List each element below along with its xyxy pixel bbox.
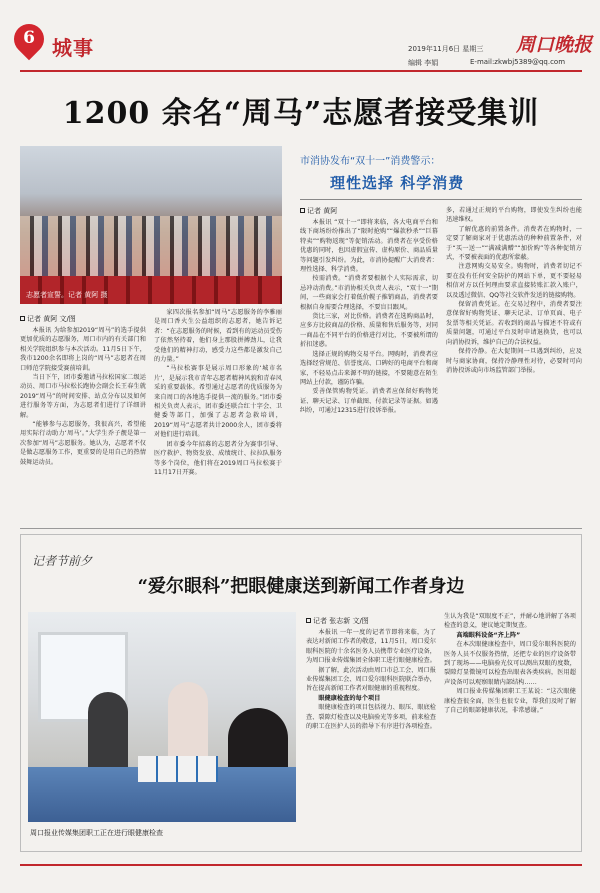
story1-column-2 (154, 308, 282, 522)
sidebox-paragraph: 本报讯 “双十一”即将来临，各大电商平台和线下商场纷纷推出了“限时抢购”“爆款秒杀”“巨幕特卖”“购物返现”等促销活动。消费者在享受价格优惠的同时，也因虚假宣传、虚构原价、商品质量等问题引发纠纷。为此，市消协提醒广大消费者：理性选择、科学消费。 (300, 219, 438, 274)
story2-paragraph: 在本次眼健康检查中，周口爱尔眼科医院的医务人员不仅服务热情，还把专业的医疗设备带到了现场——电脑验光仪可以测出双眼的度数，裂隙灯显微镜可以检查出眼表各类疾病，医用超声设备可以观察眼睛内部结构…… (444, 641, 576, 686)
story1-paragraph: 当日下午，团市委邀请马拉松国家二级运动员、周口市马拉松长跑协会副会长王春生就2019“周马”的时间安排、站点分布以及如何进行服务等方面，为志愿者们进行了详细讲解。 (20, 374, 146, 419)
paper-logo: 周口晚报 (516, 34, 593, 56)
editor-email: E-mail:zkwbj5389@qq.com (470, 58, 566, 66)
story1-paragraph: 团市委今年招募的志愿者分为赛事引导、医疗救护、物资发放、成绩统计、拉拉队服务等多个岗位，他们将在2019周口马拉松赛于11月17日开赛。 (154, 440, 282, 476)
sidebox-title: 理性选择 科学消费 (330, 174, 465, 192)
story2-paragraph: 据了解，此次活动由周口市总工会、周口报业传媒集团工会、周口爱尔眼科医院联合举办，旨在提高新闻工作者对眼健康的重视程度。 (306, 666, 436, 693)
sidebox-column-1 (300, 218, 438, 522)
story2-column-1 (306, 628, 436, 844)
sidebox-reporter (300, 206, 337, 216)
sidebox-paragraph: 货比三家，对比价格。消费者在选购商品时，应多方比较商品的价格、质量和售后服务等，对同一商品在不同平台的价格进行对比，不要被所谓的折扣迷惑。 (300, 313, 438, 349)
story1-headline: 1200 余名“周马”志愿者接受集训 (62, 96, 540, 131)
person-image (88, 692, 128, 772)
story2-headline: “爱尔眼科”把眼健康送到新闻工作者身边 (137, 576, 465, 597)
story1-photo-caption: 志愿者宣誓。记者 黄阿 摄 (26, 291, 108, 299)
story2-subhead: 高端眼科设备“齐上阵” (456, 631, 521, 639)
story2-kicker: 记者节前夕 (32, 554, 93, 568)
story2-paragraph: 本报讯 一年一度的记者节即将来临，为了表达对新闻工作者的敬意，11月5日，周口爱尔眼科医院的十余名医务人员携带专业医疗设备，为周口报业传媒集团全体职工进行眼健康检查。 (306, 629, 436, 665)
sidebox-kicker: 市消协发布“双十一”消费警示： (300, 156, 441, 167)
sidebox-paragraph: 了解优惠的前置条件。消费者在购物时，一定要了解商家对于优惠活动的种种前置条件，对于“买一送一”“满减满赠”“加价购”等各种促销方式，不要被表面的优惠所蒙蔽。 (446, 225, 582, 262)
bottom-divider (20, 864, 582, 866)
story1-reporter-text: 记者 黄阿 文/图 (27, 315, 76, 323)
page-number-badge (14, 24, 44, 62)
story2-column-2 (444, 612, 576, 844)
square-icon (300, 208, 305, 213)
story2-reporter (306, 616, 369, 626)
square-icon (306, 618, 311, 623)
story2-reporter-text: 记者 张志新 文/图 (313, 617, 369, 625)
story2-paragraph: 生认为我是“双眼度不正”，并耐心地讲解了各项检查的意义，建议她定期复查。 (444, 613, 576, 630)
story2-paragraph: 眼健康检查的项目包括视力、眼压、眼底检查、裂隙灯检查以及电脑验光等多项，前来检查的职工在医护人员的指导下有序进行各项检查。 (306, 704, 436, 731)
section-title: 城事 (52, 36, 94, 60)
sidebox-paragraph: 多，若通过正规的平台购物，即使发生纠纷也能迅速维权。 (446, 207, 582, 224)
masthead (0, 0, 600, 78)
story1-paragraph: 本报讯 为给参加2019“周马”的选手提供更加优质的志愿服务，周口市内的有关部门和相关学院组织参与本次活动。11月5日下午，我市1200余名即将上岗的“周马”志愿者在周口师范学院接受赛前培训。 (20, 327, 146, 372)
top-divider (20, 70, 582, 72)
editor-credit: 编辑 李娟 (408, 59, 439, 67)
story-divider (20, 528, 582, 529)
sidebox-divider (300, 199, 582, 200)
publication-date: 2019年11月6日 星期三 (408, 45, 484, 53)
square-icon (20, 316, 25, 321)
sidebox-paragraph: 注意网购交易安全。购物时，消费者切记不要在没有任何安全防护的网站下单，更不要轻易相信对方以任何理由要求直接转账汇款入账户，以及透过微信、QQ等社交软件发送的链接购物。 (446, 263, 582, 299)
story2-paragraph: 周口报业传媒集团职工王某说：“这次眼健康检查很全面，医生也很专业，帮我们及时了解了自己的眼部健康状况，非常感谢。” (444, 688, 576, 715)
sidebox-reporter-text: 记者 黄阿 (307, 207, 338, 215)
sidebox-paragraph: 保持冷静。在大促期间一旦遇到纠纷，应及时与商家协商，保持冷静理性对待，必要时可向消协投诉或向市场监管部门举报。 (446, 348, 582, 374)
story2-photo (28, 612, 296, 822)
sidebox-paragraph: 选择正规的购物交易平台。网购时，消费者应选择经营规范、信誉度高、口碑好的电商平台和商家，不轻易点击来源不明的链接，不要随意在陌生网站上付款，谨防诈骗。 (300, 350, 438, 386)
story1-paragraph: “能够参与志愿服务，我很高兴，希望能用实际行动助力‘周马’。”大学生乔子靓是第一次参加“周马”志愿服务。她认为，志愿者不仅是做志愿服务工作，更重要的是用自己的热情鼓舞运动员。 (20, 421, 146, 466)
story1-reporter (20, 314, 76, 324)
equipment-image (138, 756, 218, 782)
sidebox-paragraph: 按需消费。“消费者要根据个人实际需求，切忌冲动消费。”市消协相关负责人表示，“双十一”期间，一些商家会打着低价幌子推销商品，消费者要根据自身需要合理选择，不要盲目跟风。 (300, 275, 438, 311)
page-number: 6 (23, 28, 35, 48)
sidebox-column-2 (446, 206, 582, 522)
story1-paragraph: “马拉松赛事是展示周口形象的‘城市名片’，是展示我市青年志愿者精神风貌和青春风采的重要载体。希望通过志愿者的优质服务为来自周口的各地选手提供一流的服务。”团市委相关负责人表示，团市委还联合红十字会、卫健委等部门，加强了志愿者急救培训，2019“周马”志愿者共计2000余人，团市委将对他们进行培训。 (154, 365, 282, 439)
story2-photo-caption: 周口报业传媒集团职工正在进行眼健康检查 (30, 829, 163, 837)
story1-column-1 (20, 326, 146, 522)
story1-paragraph: 家四次报名参加“周马”志愿服务的李雅丽是周口香火生公益组织的志愿者，她告诉记者：“在志愿服务的时候，看到有的运动员受伤了依然坚持着，他们身上那股拼搏劲儿，让我受他们的精神打动，感受力这些都是激发自己的力量。” (154, 309, 282, 364)
story1-photo (20, 146, 282, 304)
sidebox-paragraph: 妥善保管购物凭证。消费者应保留好购物凭证、聊天记录、订单截图、付款记录等证据。如遇纠纷，可通过12315进行投诉举报。 (300, 388, 438, 415)
sidebox-paragraph: 保留消费凭证。在交易过程中，消费者要注意保留好购物凭证、聊天记录、订单页面、电子发票等相关凭证。若收到的商品与描述不符或有质量问题，可通过平台及时申请退换货，也可以向消协投诉，维护自己的合法权益。 (446, 301, 582, 346)
story2-subhead: 眼健康检查的每个项目 (318, 694, 381, 702)
